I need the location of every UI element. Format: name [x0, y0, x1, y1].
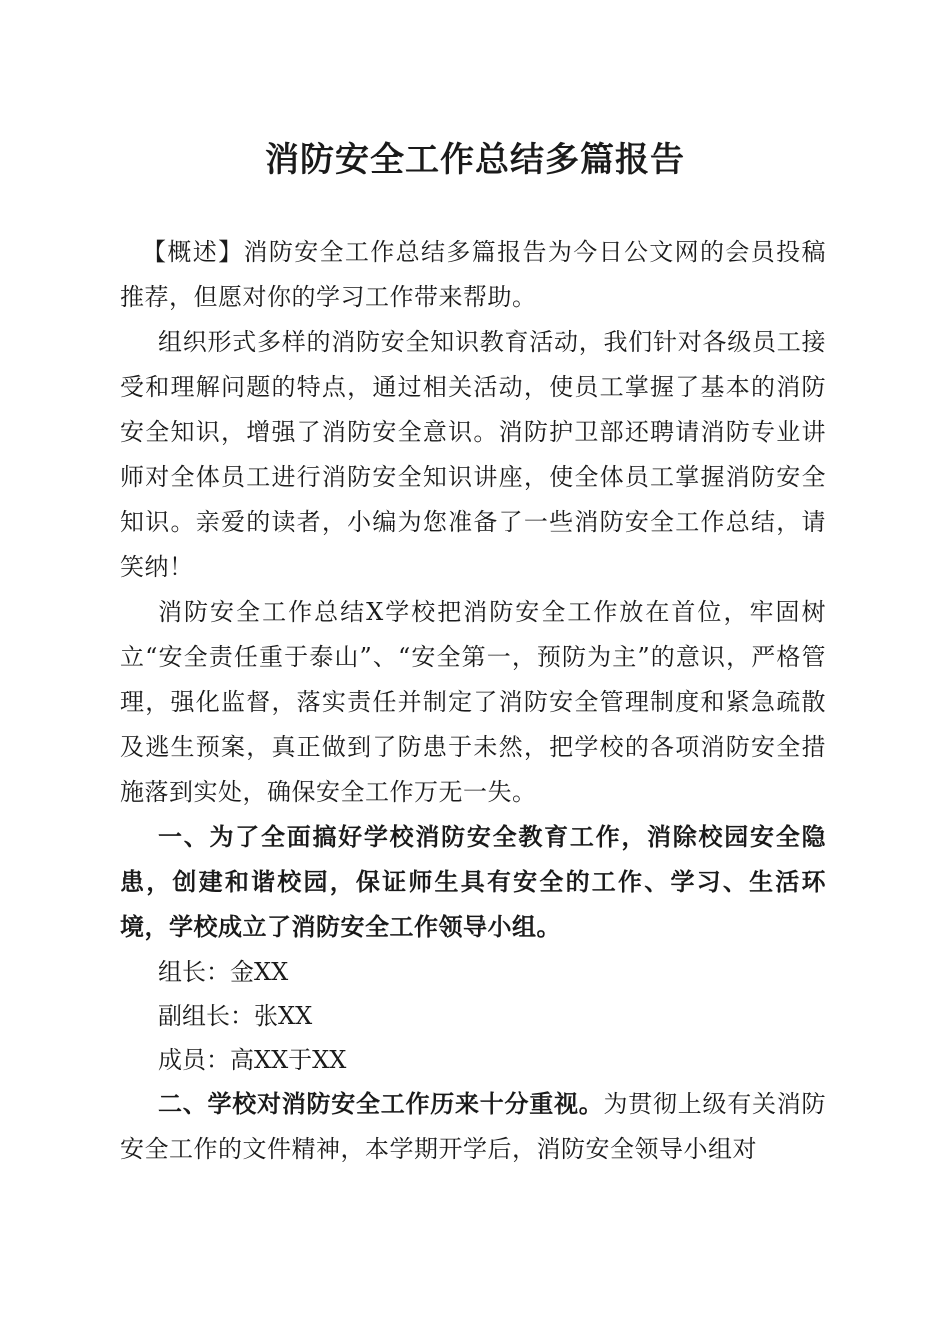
document-body [120, 230, 826, 1172]
document-title: 消防安全工作总结多篇报告 [265, 140, 685, 180]
school-paragraph: 消防安全工作总结X学校把消防安全工作放在首位，牢固树立“安全责任重于泰山”、“安全第一，预防为主”的意识，严格管理，强化监督，落实责任并制定了消防安全管理制度和紧急疏散及逃生预案，真正做到了防患于未然，把学校的各项消防安全措施落到实处，确保安全工作万无一失。 [120, 598, 826, 806]
section-two-paragraph [120, 1082, 826, 1172]
member-deputy: 副组长：张XX [158, 1002, 313, 1030]
section-one-paragraph: 一、为了全面搞好学校消防安全教育工作，消除校园安全隐患，创建和谐校园，保证师生具有安全的工作、学习、生活环境，学校成立了消防安全工作领导小组。 [120, 823, 826, 941]
section-two-heading: 二、学校对消防安全工作历来十分重视。 [158, 1090, 604, 1118]
summary-paragraph: 【概述】消防安全工作总结多篇报告为今日公文网的会员投稿推荐，但愿对你的学习工作带来帮助。 [120, 238, 826, 311]
member-leader: 组长：金XX [158, 958, 289, 986]
section-two-text: 为贯彻上级有关消防安全工作的文件精神，本学期开学后，消防安全领导小组对 [120, 1090, 826, 1163]
intro-paragraph: 组织形式多样的消防安全知识教育活动，我们针对各级员工接受和理解问题的特点，通过相关活动，使员工掌握了基本的消防安全知识，增强了消防安全意识。消防护卫部还聘请消防专业讲师对全体员工进行消防安全知识讲座，使全体员工掌握消防安全知识。亲爱的读者，小编为您准备了一些消防安全工作总结，请笑纳！ [120, 328, 826, 581]
member-others: 成员：高XX于XX [158, 1046, 347, 1074]
